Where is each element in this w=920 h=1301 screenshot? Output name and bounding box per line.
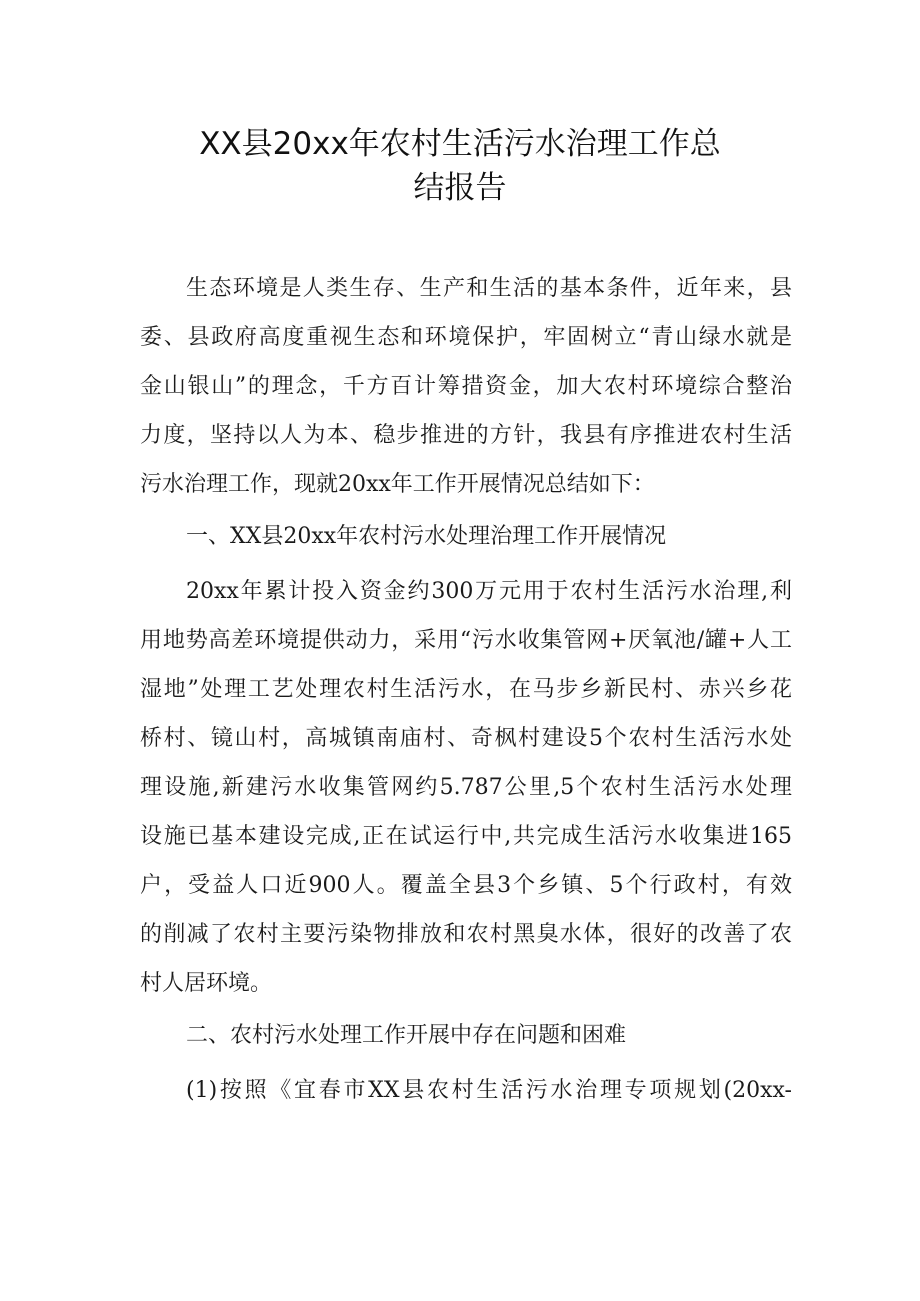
paragraph-1-line-1: 生态环境是人类生存、生产和生活的基本条件，近年来，县: [186, 276, 792, 301]
paragraph-2-line-2: 用地势高差环境提供动力，采用“污水收集管网+厌氧池/罐+人工: [140, 628, 792, 653]
paragraph-2-line-8: 的削减了农村主要污染物排放和农村黑臭水体，很好的改善了农: [140, 922, 792, 947]
paragraph-1-line-5: 污水治理工作，现就20xx年工作开展情况总结如下：: [140, 472, 655, 497]
section-heading-1: 一、XX县20xx年农村污水处理治理工作开展情况: [186, 524, 667, 549]
paragraph-2-line-4: 桥村、镜山村，高城镇南庙村、奇枫村建设5个农村生活污水处: [140, 726, 792, 751]
paragraph-2-line-5: 理设施,新建污水收集管网约5.787公里,5个农村生活污水处理: [140, 775, 792, 800]
document-title-line-2: 结报告: [413, 170, 507, 206]
paragraph-1-line-3: 金山银山”的理念，千方百计筹措资金，加大农村环境综合整治: [140, 374, 792, 399]
paragraph-3-line-1: (1)按照《宜春市XX县农村生活污水治理专项规划(20xx-: [186, 1078, 792, 1103]
paragraph-1-line-2: 委、县政府高度重视生态和环境保护，牢固树立“青山绿水就是: [140, 325, 792, 350]
paragraph-2-line-3: 湿地”处理工艺处理农村生活污水，在马步乡新民村、赤兴乡花: [140, 677, 792, 702]
paragraph-2-line-6: 设施已基本建设完成,正在试运行中,共完成生活污水收集进165: [140, 824, 792, 849]
paragraph-1-line-4: 力度，坚持以人为本、稳步推进的方针，我县有序推进农村生活: [140, 423, 792, 448]
paragraph-2-line-1: 20xx年累计投入资金约300万元用于农村生活污水治理,利: [186, 579, 792, 604]
section-heading-2: 二、农村污水处理工作开展中存在问题和困难: [186, 1023, 627, 1048]
paragraph-2-line-9: 村人居环境。: [140, 971, 273, 996]
document-title-line-1: XX县20xx年农村生活污水治理工作总: [199, 126, 721, 162]
paragraph-2-line-7: 户，受益人口近900人。覆盖全县3个乡镇、5个行政村，有效: [140, 873, 792, 898]
